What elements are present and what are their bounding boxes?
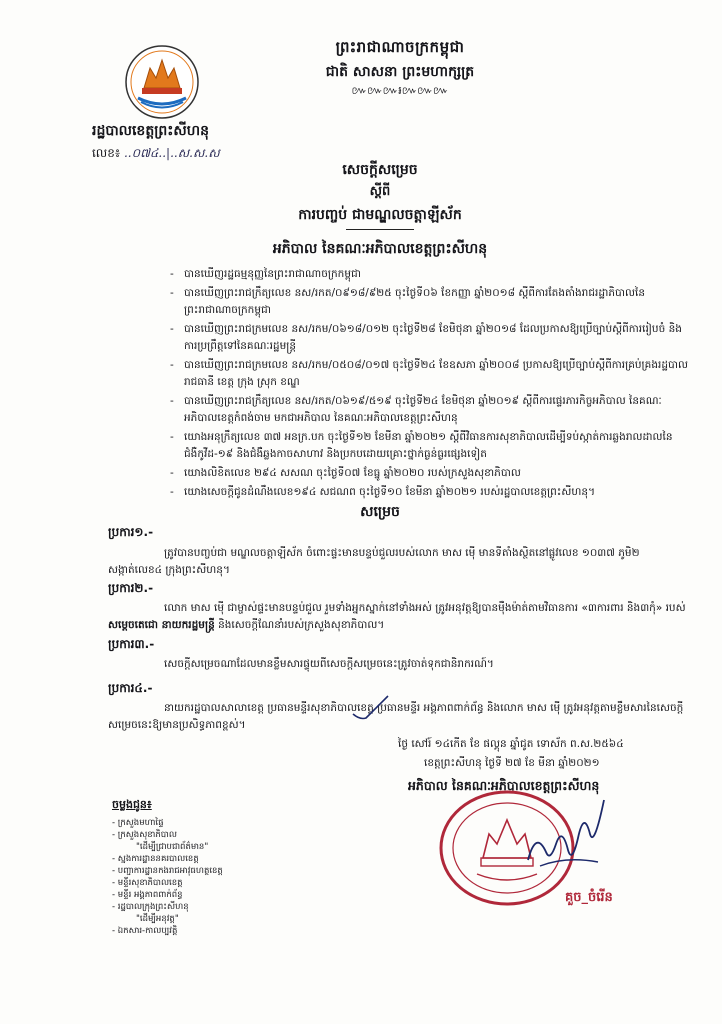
recipients-title: ចម្លងជូន៖ bbox=[112, 798, 152, 811]
recipient-item: - ក្រសួងសុខាភិបាល bbox=[112, 829, 312, 841]
recipient-item: - ស្នងការដ្ឋាននគរបាលខេត្ត bbox=[112, 853, 312, 865]
preamble-item: - យោងលិខិតលេខ ២៩៤ សសណ ចុះថ្ងៃទី០៧ ខែធ្នូ ឆ្នាំ២០២០ របស់ក្រសួងសុខាភិបាល bbox=[170, 465, 690, 482]
signer-title: អភិបាល នៃគណៈអភិបាលខេត្តព្រះសីហនុ bbox=[408, 778, 600, 793]
preamble-list bbox=[170, 266, 690, 503]
provincial-emblem-icon bbox=[124, 44, 200, 120]
article-2-text-start: លោក មាស ម៉ើ ជាម្ចាស់ផ្ទះមានបន្ទប់ជួល រួមទាំងអ្នកស្នាក់នៅទាំងអស់ ត្រូវអនុវត្តឱ្យបានម៉ឺងម៉ាត់តាមវិធានការ «៣ការពារ និង៣កុំ» របស់ bbox=[164, 602, 686, 614]
recipient-item: - បញ្ជាការដ្ឋានកងរាជអាវុធហត្ថខេត្ត bbox=[112, 865, 312, 877]
signer-name: គួច_ចំរើន bbox=[565, 890, 613, 905]
issuing-administration: រដ្ឋបាលខេត្តព្រះសីហនុ bbox=[92, 123, 209, 139]
recipient-item: - រដ្ឋបាលក្រុងព្រះសីហនុ bbox=[112, 901, 312, 913]
recipient-item: - ក្រសួងមហាផ្ទៃ bbox=[112, 817, 312, 829]
header-ornament: ៚៚៚៛៚៚៚ bbox=[351, 84, 449, 97]
recipient-item: - មន្ទីរ អង្គភាពពាក់ព័ន្ធ bbox=[112, 889, 312, 901]
kingdom-heading: ព្រះរាជាណាចក្រកម្ពុជា bbox=[335, 38, 465, 56]
national-motto: ជាតិ សាសនា ព្រះមហាក្សត្រ bbox=[325, 64, 475, 80]
preamble-item: - បានឃើញរដ្ឋធម្មនុញ្ញនៃព្រះរាជាណាចក្រកម្ពុជា bbox=[170, 266, 690, 283]
lunar-date: ថ្ងៃ សៅរ៍ ១៤កើត ខែ ផល្គុន ឆ្នាំជូត ទោស័ក ព.ស.២៥៦៤ bbox=[398, 738, 624, 750]
solar-date: ខេត្តព្រះសីហនុ ថ្ងៃទី ២៧ ខែ មីនា ឆ្នាំ២០២១ bbox=[424, 757, 600, 769]
document-type: សេចក្តីសម្រេច bbox=[342, 162, 418, 178]
reference-value: ..០៧៤..|..ស.ស.ស bbox=[123, 146, 220, 160]
article-1-text: ត្រូវបានបញ្ចប់ជា មណ្ឌលចត្តាឡីស័ក ចំពោះផ្ទះមានបន្ទប់ជួលរបស់លោក មាស ម៉ើ មានទីតាំងស្ថិតនៅផ្លូវលេខ ១០៣៧ ភូមិ២ សង្កាត់លេខ៤ ក្រុងព្រះសីហនុ។ bbox=[108, 547, 640, 576]
handwritten-signature-icon bbox=[520, 790, 610, 880]
recipients-list bbox=[112, 817, 312, 937]
reference-number bbox=[92, 145, 220, 163]
recipient-item: - មន្ទីរសុខាភិបាលខេត្ត bbox=[112, 877, 312, 889]
preamble-item: - យោងអនុក្រឹត្យលេខ ៣៧ អនក្រ.បក ចុះថ្ងៃទី១២ ខែមីនា ឆ្នាំ២០២១ ស្តីពីវិធានការសុខាភិបាលដើម្បីទប់ស្កាត់ការឆ្លងរាលដាលនៃជំងឺកូវីដ-១៩ និងជំងឺឆ្លងកាចសាហាវ និងប្រកបដោយគ្រោះថ្នាក់ធ្ងន់ធ្ងរផ្សេងទៀត bbox=[170, 429, 690, 463]
article-4-label: ប្រការ៤.- bbox=[108, 681, 153, 695]
document-on: ស្តីពី bbox=[369, 184, 391, 199]
recipient-item: "ដើម្បីអនុវត្ត" bbox=[136, 914, 179, 924]
article-2-text-bold: សម្តេចតេជោ នាយករដ្ឋមន្ត្រី bbox=[108, 619, 215, 631]
document-subject: ការបញ្ចប់ ជាមណ្ឌលចត្តាឡីស័ក bbox=[298, 207, 462, 223]
recipient-item: "ដើម្បីជ្រាបជាព័ត៌មាន" bbox=[136, 842, 209, 852]
article-3-text: សេចក្តីសម្រេចណាដែលមានខ្លឹមសារផ្ទុយពីសេចក្តីសម្រេចនេះត្រូវចាត់ទុកជានិរាករណ៍។ bbox=[164, 658, 494, 670]
preamble-item: - បានឃើញព្រះរាជក្រឹត្យលេខ នស/រកត/០៩១៨/៩២៥ ចុះថ្ងៃទី០៦ ខែកញ្ញា ឆ្នាំ២០១៨ ស្តីពីការតែងតាំងរាជរដ្ឋាភិបាលនៃព្រះរាជាណាចក្រកម្ពុជា bbox=[170, 285, 690, 319]
reference-label: លេខ៖ bbox=[92, 146, 121, 160]
article-3-label: ប្រការ៣.- bbox=[108, 637, 155, 651]
article-1-label: ប្រការ១.- bbox=[108, 525, 154, 539]
title-divider bbox=[346, 229, 414, 230]
pen-check-mark-icon bbox=[350, 692, 390, 722]
preamble-item: - បានឃើញព្រះរាជក្រមលេខ នស/រកម/០៥០៨/០១៧ ចុះថ្ងៃទី២៤ ខែឧសភា ឆ្នាំ២០០៨ ប្រកាសឱ្យប្រើច្បាប់ស្តីពីការគ្រប់គ្រងរដ្ឋបាលរាជធានី ខេត្ត ក្រុង ស្រុក ខណ្ឌ bbox=[170, 357, 690, 391]
issuing-authority: អភិបាល នៃគណៈអភិបាលខេត្តព្រះសីហនុ bbox=[272, 241, 488, 257]
article-4-text: នាយករដ្ឋបាលសាលាខេត្ត ប្រធានមន្ទីរសុខាភិបាលខេត្ត ប្រធានមន្ទីរ អង្គភាពពាក់ព័ន្ធ និងលោក មាស ម៉ើ ត្រូវអនុវត្តតាមខ្លឹមសារនៃសេចក្តីសម្រេចនេះឱ្យមានប្រសិទ្ធភាពខ្ពស់។ bbox=[108, 702, 684, 731]
article-2-label: ប្រការ២.- bbox=[108, 581, 154, 595]
copy-recipients bbox=[112, 798, 312, 937]
decision-heading: សម្រេច bbox=[360, 504, 400, 520]
preamble-item: - បានឃើញព្រះរាជក្រមលេខ នស/រកម/០៦១៨/០១២ ចុះថ្ងៃទី២៨ ខែមិថុនា ឆ្នាំ២០១៨ ដែលប្រកាសឱ្យប្រើច្បាប់ស្តីពីការរៀបចំ និងការប្រព្រឹត្តទៅនៃគណៈរដ្ឋមន្ត្រី bbox=[170, 321, 690, 355]
recipient-item: - ឯកសារ-កាលប្បវត្តិ bbox=[112, 925, 312, 937]
preamble-item: - យោងសេចក្តីជូនដំណឹងលេខ១៩៤ សជណព ចុះថ្ងៃទី១០ ខែមីនា ឆ្នាំ២០២១ របស់រដ្ឋបាលខេត្តព្រះសីហនុ។ bbox=[170, 484, 690, 501]
article-2-text bbox=[108, 600, 688, 634]
preamble-item: - បានឃើញព្រះរាជក្រឹត្យលេខ នស/រកត/០៦១៩/៥១៩ ចុះថ្ងៃទី២៤ ខែមិថុនា ឆ្នាំ២០១៩ ស្តីពីការផ្ទេរភារកិច្ចអភិបាល នៃគណៈអភិបាលខេត្តកំពង់ចាម មកជាអភិបាល នៃគណៈអភិបាលខេត្តព្រះសីហនុ bbox=[170, 393, 690, 427]
article-2-text-end: និងសេចក្តីណែនាំរបស់ក្រសួងសុខាភិបាល។ bbox=[214, 619, 385, 631]
